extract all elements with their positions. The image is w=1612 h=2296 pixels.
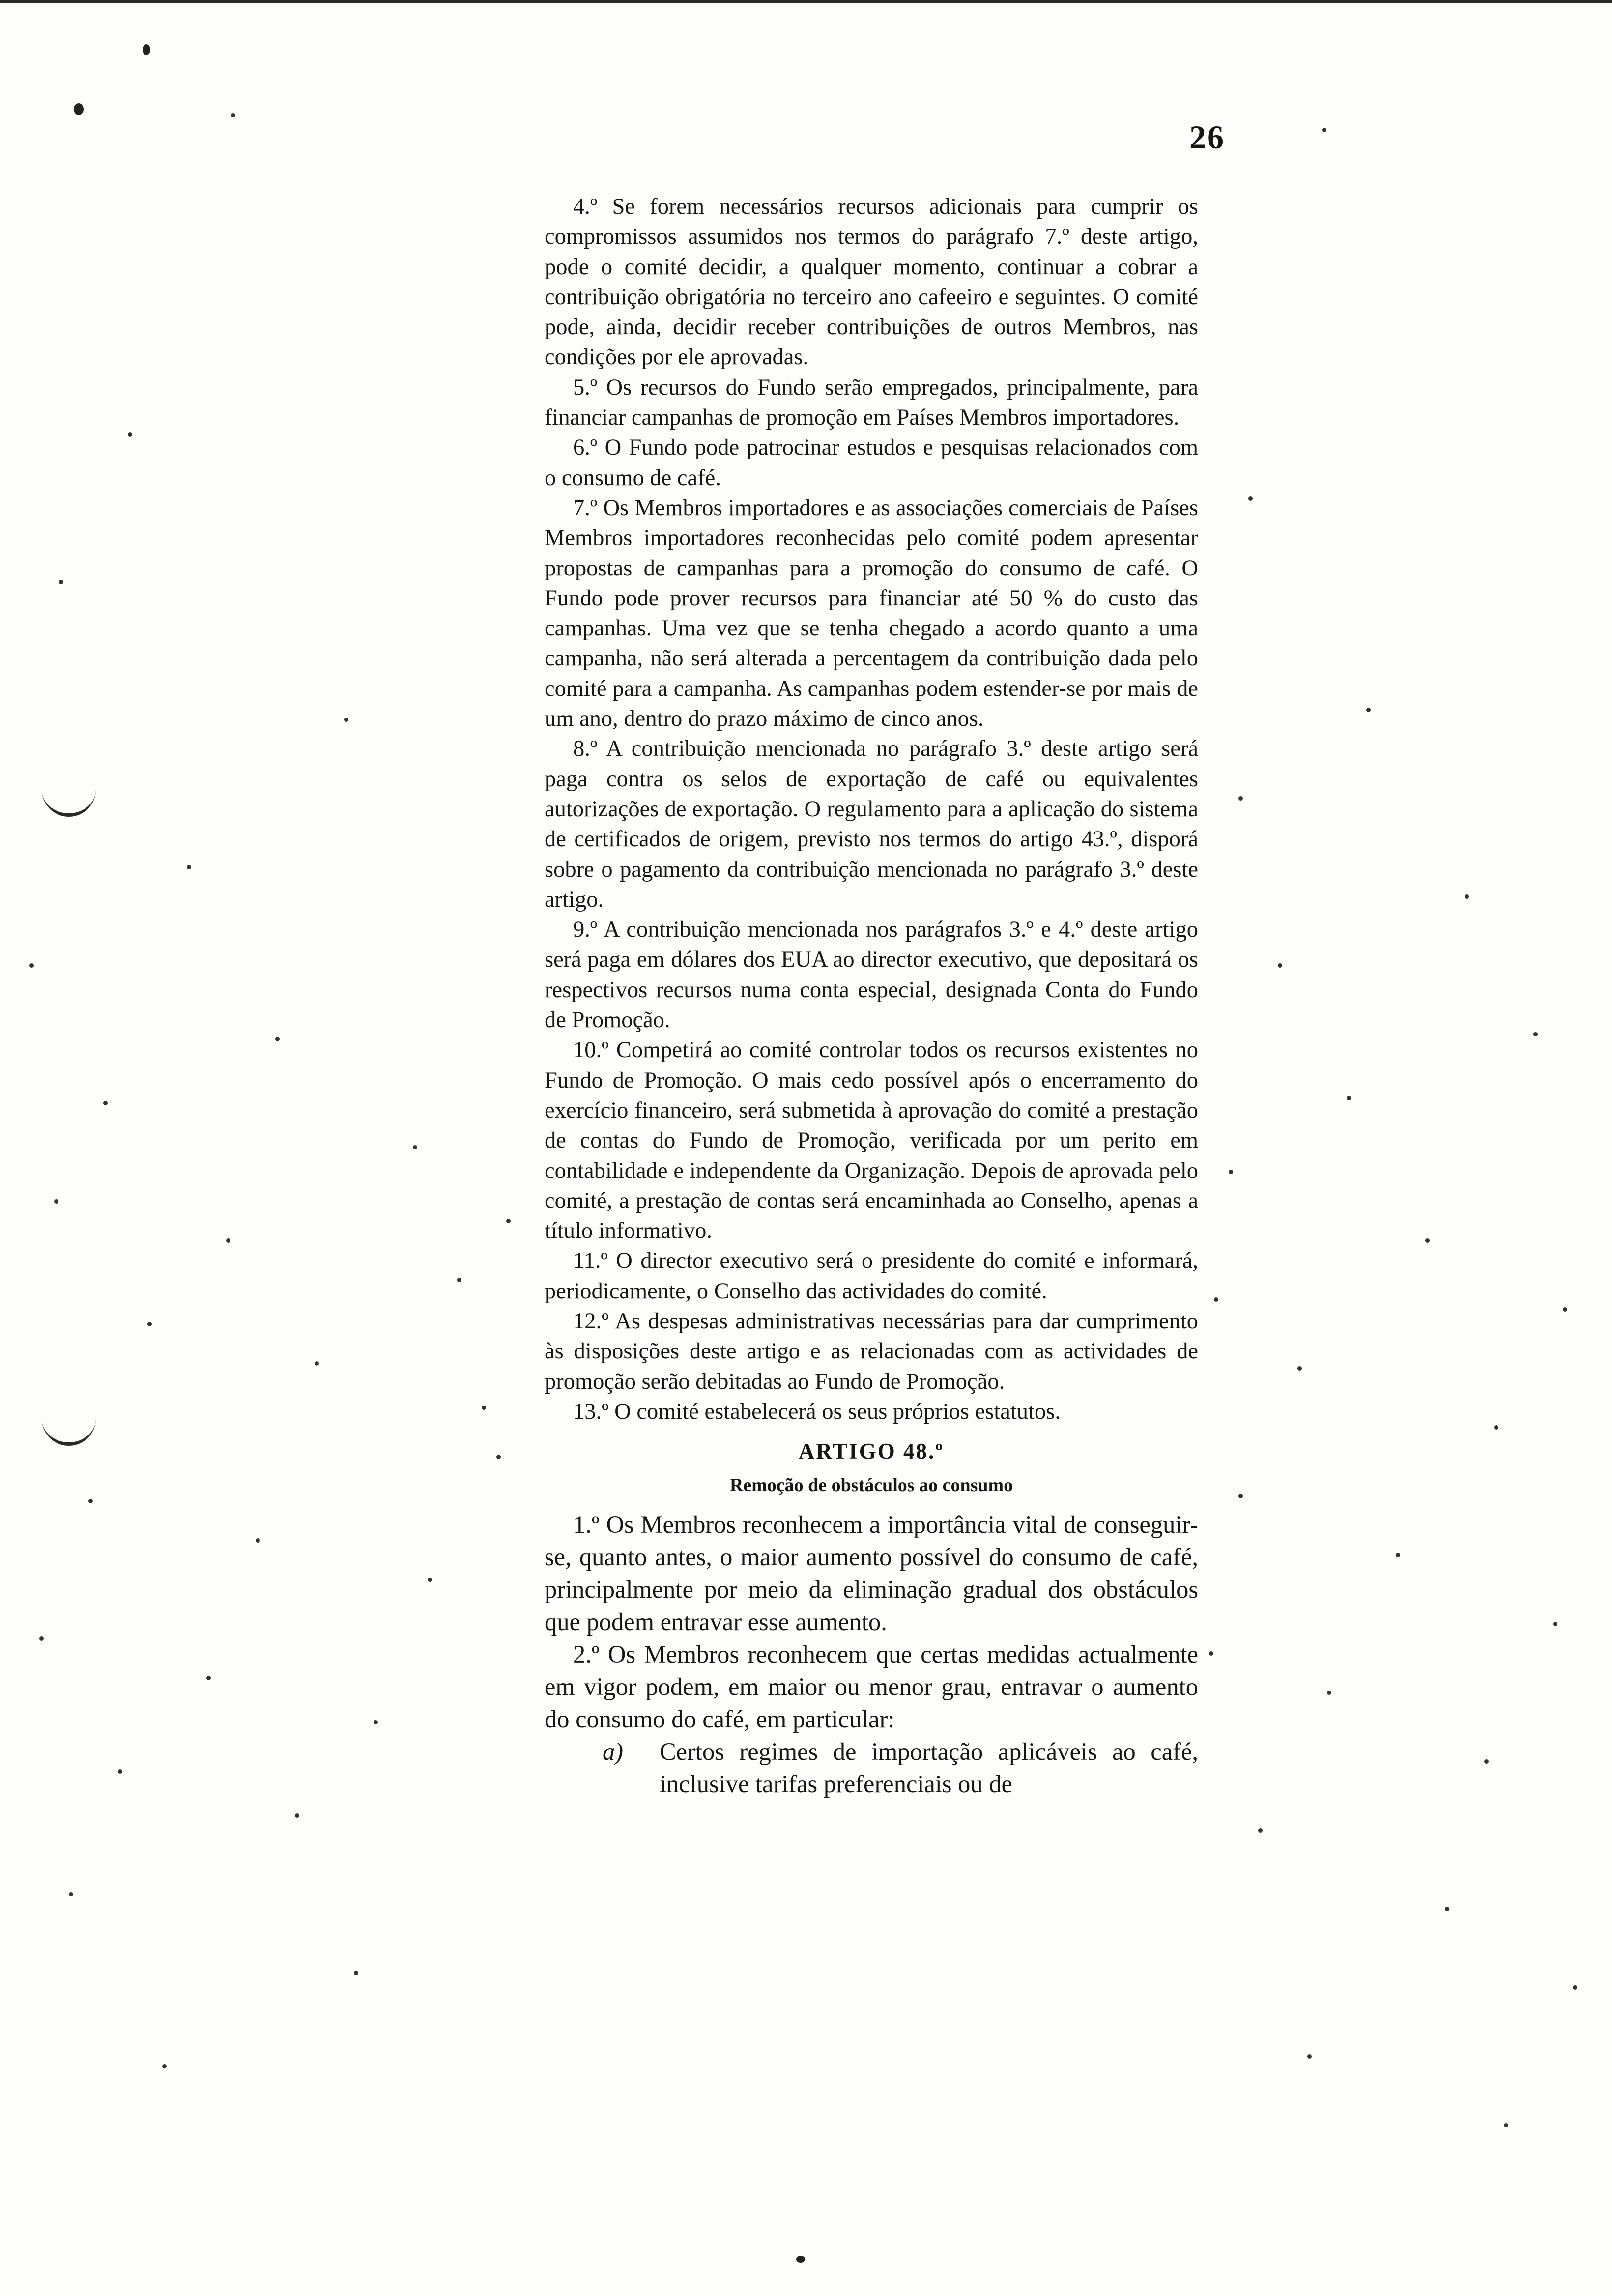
article-48-paragraph-2: 2.º Os Membros reconhecem que certas medidas actualmente em vigor podem, em maior ou menor grau, entravar o aumento do consumo do café, em particular: [545, 1640, 1198, 1733]
speck [1297, 1366, 1302, 1371]
paragraph-7: 7.º Os Membros importadores e as associações comerciais de Países Membros importadores reconhecidas pelo comité podem apresentar propostas de campanhas para a promoção do consumo de café. O Fundo pode prover recursos para financiar até 50 % do custo das campanhas. Uma vez que se tenha chegado a acordo quanto a uma campanha, não será alterada a percentagem da contribuição dada pelo comité para a campanha. As campanhas podem estender-se por mais de um ano, dentro do prazo máximo de cinco anos. [545, 495, 1198, 732]
speck [69, 1892, 73, 1896]
speck [39, 1636, 44, 1641]
speck [88, 1499, 93, 1503]
paragraph-11: 11.º O director executivo será o presidente do comité e informará, periodicamente, o Conselho das actividades do comité. [545, 1248, 1198, 1304]
speck [1553, 1622, 1557, 1626]
speck [1278, 963, 1282, 968]
speck [1494, 1425, 1498, 1430]
speck [118, 1769, 122, 1774]
article-47-continuation [545, 192, 1198, 1427]
speck [344, 718, 348, 722]
speck [1366, 708, 1371, 712]
speck [1258, 1828, 1263, 1833]
speck [1209, 1651, 1213, 1656]
article-48-body [545, 1508, 1198, 1800]
speck [147, 1322, 152, 1326]
paragraph-4: 4.º Se forem necessários recursos adicionais para cumprir os compromissos assumidos nos termos do parágrafo 7.º deste artigo, pode o comité decidir, a qualquer momento, continuar a cobrar a contribuição obrigatória no terceiro ano cafeeiro e seguintes. O comité pode, ainda, decidir receber contribuições de outros Membros, nas condições por ele aprovadas. [545, 194, 1198, 370]
speck [1347, 1096, 1351, 1100]
speck [428, 1578, 432, 1582]
speck [1238, 1494, 1243, 1498]
speck [103, 1101, 108, 1105]
article-heading: ARTIGO 48.º [798, 1439, 945, 1464]
speck [1504, 2123, 1508, 2127]
speck [29, 963, 34, 968]
paragraph-10: 10.º Competirá ao comité controlar todos os recursos existentes no Fundo de Promoção. O mais cedo possível após o encerramento do exercício financeiro, será submetida à aprovação do comité a prestação de contas do Fundo de Promoção, verificada por um perito em contabilidade e independente da Organização. Depois de aprovada pelo comité, a prestação de contas será encaminhada ao Conselho, apenas a título informativo. [545, 1037, 1198, 1244]
scan-arc-mark [42, 786, 96, 817]
text-column [545, 192, 1198, 2246]
speck [54, 1199, 58, 1204]
speck [275, 1037, 280, 1041]
ink-blot [74, 103, 84, 115]
speck [1484, 1759, 1489, 1764]
speck [1322, 128, 1326, 132]
speck [1465, 894, 1469, 899]
speck [354, 1971, 358, 1975]
speck [496, 1455, 501, 1459]
speck [1238, 796, 1243, 801]
speck [1573, 1985, 1577, 1990]
speck [1307, 2054, 1312, 2059]
item-a-text: Certos regimes de importação aplicáveis ao café, inclusive tarifas preferenciais ou de [660, 1738, 1198, 1798]
page-number: 26 [1189, 118, 1225, 156]
speck [315, 1361, 319, 1366]
article-48-paragraph-1: 1.º Os Membros reconhecem a importância vital de conseguir-se, quanto antes, o maior aumento possível do consumo de café, principalmente por meio da eliminação gradual dos obstáculos que podem entravar esse aumento. [545, 1511, 1198, 1636]
paragraph-12: 12.º As despesas administrativas necessárias para dar cumprimento às disposições deste artigo e as relacionadas com as actividades de promoção serão debitadas ao Fundo de Promoção. [545, 1308, 1198, 1394]
speck [413, 1145, 417, 1149]
scan-arc-mark [42, 1415, 96, 1446]
speck [457, 1278, 461, 1282]
speck [506, 1219, 511, 1223]
speck [1396, 1553, 1400, 1557]
speck [256, 1538, 260, 1543]
paragraph-9: 9.º A contribuição mencionada nos parágrafos 3.º e 4.º deste artigo será paga em dólares dos EUA ao director executivo, que depositará os respectivos recursos numa conta especial, designada Conta do Fundo de Promoção. [545, 917, 1198, 1033]
paragraph-6: 6.º O Fundo pode patrocinar estudos e pesquisas relacionados com o consumo de café. [545, 435, 1198, 490]
article-48-item-a [545, 1735, 1198, 1800]
paragraph-5: 5.º Os recursos do Fundo serão empregados, principalmente, para financiar campanhas de promoção em Países Membros importadores. [545, 374, 1198, 430]
speck [482, 1406, 486, 1410]
speck [374, 1720, 378, 1724]
speck [128, 432, 132, 437]
ink-blot [796, 2256, 805, 2263]
speck [1445, 1907, 1449, 1911]
paragraph-13: 13.º O comité estabelecerá os seus próprios estatutos. [573, 1399, 1061, 1424]
scan-top-border [0, 0, 1612, 3]
speck [187, 865, 191, 869]
speck [231, 113, 235, 117]
speck [226, 1238, 230, 1243]
speck [1533, 1032, 1538, 1036]
speck [162, 2064, 167, 2068]
paragraph-8: 8.º A contribuição mencionada no parágrafo 3.º deste artigo será paga contra os selos de exportação de café ou equivalentes autorizações de exportação. O regulamento para a aplicação do sistema de certificados de origem, previsto nos termos do artigo 43.º, disporá sobre o pagamento da contribuição mencionada no parágrafo 3.º deste artigo. [545, 736, 1198, 912]
speck [206, 1676, 211, 1680]
speck [59, 580, 63, 584]
speck [1327, 1691, 1331, 1695]
speck [1214, 1297, 1218, 1302]
speck [1563, 1307, 1567, 1312]
ink-blot [143, 44, 150, 55]
speck [1248, 496, 1253, 501]
speck [1229, 1170, 1233, 1174]
item-a-letter: a) [603, 1738, 624, 1766]
speck [1425, 1238, 1430, 1243]
speck [295, 1813, 299, 1818]
article-subtitle: Remoção de obstáculos ao consumo [729, 1475, 1013, 1496]
